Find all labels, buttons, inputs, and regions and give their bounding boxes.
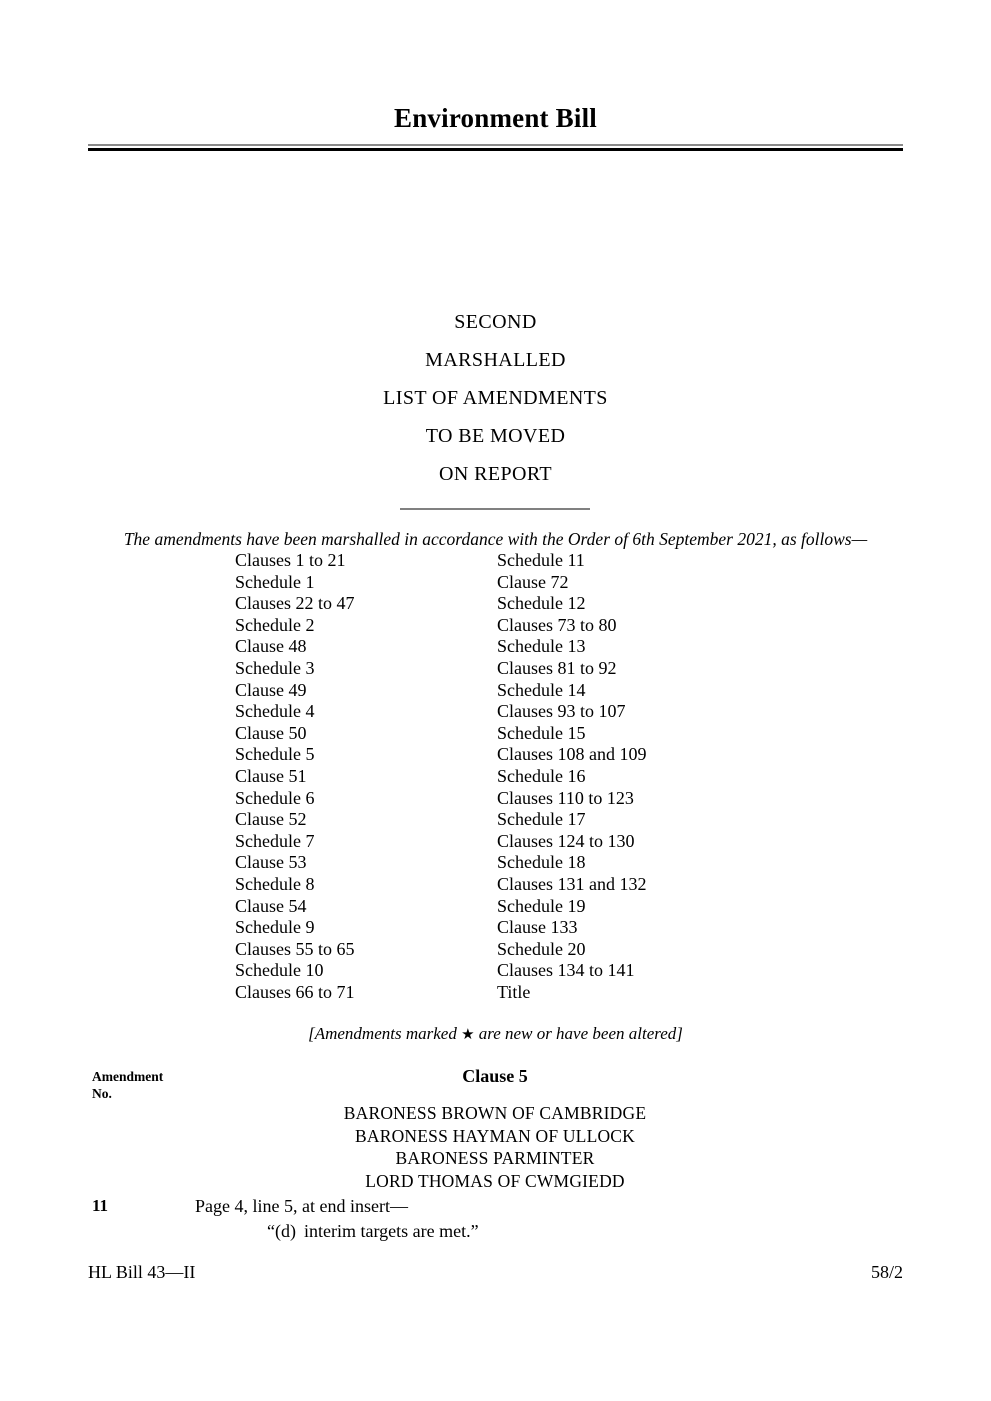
page-title: Environment Bill: [394, 103, 597, 133]
amendment-no-label-line1: Amendment: [92, 1069, 164, 1084]
list-item: Clause 52: [235, 809, 307, 830]
sponsor-name: LORD THOMAS OF CWMGIEDD: [365, 1170, 625, 1191]
list-item: Schedule 3: [235, 657, 315, 678]
star-note-suffix: are new or have been altered]: [474, 1024, 683, 1043]
heading-line-1: SECOND: [454, 311, 537, 333]
list-item: Schedule 14: [497, 679, 586, 700]
amendment-sub-letter: “(d): [267, 1221, 296, 1241]
sponsor-name: BARONESS HAYMAN OF ULLOCK: [354, 1125, 636, 1146]
list-item: Clauses 55 to 65: [235, 938, 355, 959]
list-item: Clauses 66 to 71: [235, 981, 355, 1002]
rule-thin: [88, 144, 903, 146]
list-item: Schedule 20: [497, 938, 586, 959]
list-item: Clause 54: [235, 895, 307, 916]
list-item: Schedule 6: [235, 787, 315, 808]
list-item: Schedule 4: [235, 701, 315, 722]
star-icon: ★: [461, 1027, 475, 1043]
list-item: Clauses 131 and 132: [497, 873, 647, 894]
list-item: Clauses 73 to 80: [497, 614, 617, 635]
list-item: Schedule 12: [497, 593, 586, 614]
list-item: Title: [497, 981, 531, 1002]
heading-block: [88, 303, 903, 493]
list-item: Schedule 17: [497, 809, 586, 830]
footer-bill-reference: HL Bill 43—II: [88, 1262, 196, 1282]
amendment-sub-text: interim targets are met.”: [303, 1221, 479, 1241]
marshalling-list: [235, 550, 775, 1003]
list-item: Schedule 11: [497, 550, 585, 570]
list-item: Clauses 81 to 92: [497, 657, 617, 678]
list-item: Schedule 7: [235, 830, 315, 851]
list-item: Clause 48: [235, 636, 307, 657]
list-item: Clauses 108 and 109: [497, 744, 647, 765]
list-item: Schedule 1: [235, 571, 315, 592]
heading-line-4: TO BE MOVED: [425, 425, 566, 447]
list-item: Clause 50: [235, 722, 307, 743]
rule-thick: [88, 148, 903, 151]
list-item: Clauses 110 to 123: [497, 787, 634, 808]
sponsor-list: [195, 1102, 795, 1192]
list-item: Clause 49: [235, 679, 307, 700]
list-item: Schedule 13: [497, 636, 586, 657]
list-item: Clauses 134 to 141: [497, 960, 635, 981]
section-divider: [400, 508, 590, 510]
marshalling-right-column: [497, 550, 759, 1003]
heading-line-3: LIST OF AMENDMENTS: [383, 387, 608, 409]
list-item: Schedule 9: [235, 917, 315, 938]
intro-note: The amendments have been marshalled in accordance with the Order of 6th September 2021, as follows—: [123, 529, 868, 549]
amendment-number: 11: [92, 1196, 109, 1215]
list-item: Clause 53: [235, 852, 307, 873]
list-item: Clause 133: [497, 917, 578, 938]
footer-page-number: 58/2: [870, 1262, 903, 1282]
list-item: Schedule 5: [235, 744, 315, 765]
heading-line-5: ON REPORT: [439, 463, 552, 485]
list-item: Clause 51: [235, 765, 307, 786]
amendment-no-label-line2: No.: [92, 1086, 112, 1101]
list-item: Clauses 22 to 47: [235, 593, 355, 614]
list-item: Schedule 19: [497, 895, 586, 916]
title-double-rule: [88, 144, 903, 151]
list-item: Clauses 124 to 130: [497, 830, 635, 851]
list-item: Schedule 8: [235, 873, 315, 894]
marshalling-left-column: [235, 550, 497, 1003]
heading-line-2: MARSHALLED: [425, 349, 566, 371]
star-note: [88, 1024, 903, 1044]
list-item: Schedule 18: [497, 852, 586, 873]
list-item: Schedule 2: [235, 614, 315, 635]
list-item: Schedule 16: [497, 765, 586, 786]
star-note-prefix: [Amendments marked: [308, 1024, 462, 1043]
clause-heading: Clause 5: [462, 1066, 528, 1086]
list-item: Clause 72: [497, 571, 569, 592]
list-item: Schedule 10: [235, 960, 324, 981]
sponsor-name: BARONESS PARMINTER: [395, 1148, 595, 1168]
amendment-lead-text: Page 4, line 5, at end insert—: [195, 1196, 408, 1216]
page-footer: [88, 1262, 903, 1283]
list-item: Schedule 15: [497, 722, 586, 743]
sponsor-name: BARONESS BROWN OF CAMBRIDGE: [343, 1103, 647, 1123]
amendment-sub-paragraph: [267, 1221, 479, 1242]
list-item: Clauses 93 to 107: [497, 701, 626, 722]
list-item: Clauses 1 to 21: [235, 550, 346, 570]
